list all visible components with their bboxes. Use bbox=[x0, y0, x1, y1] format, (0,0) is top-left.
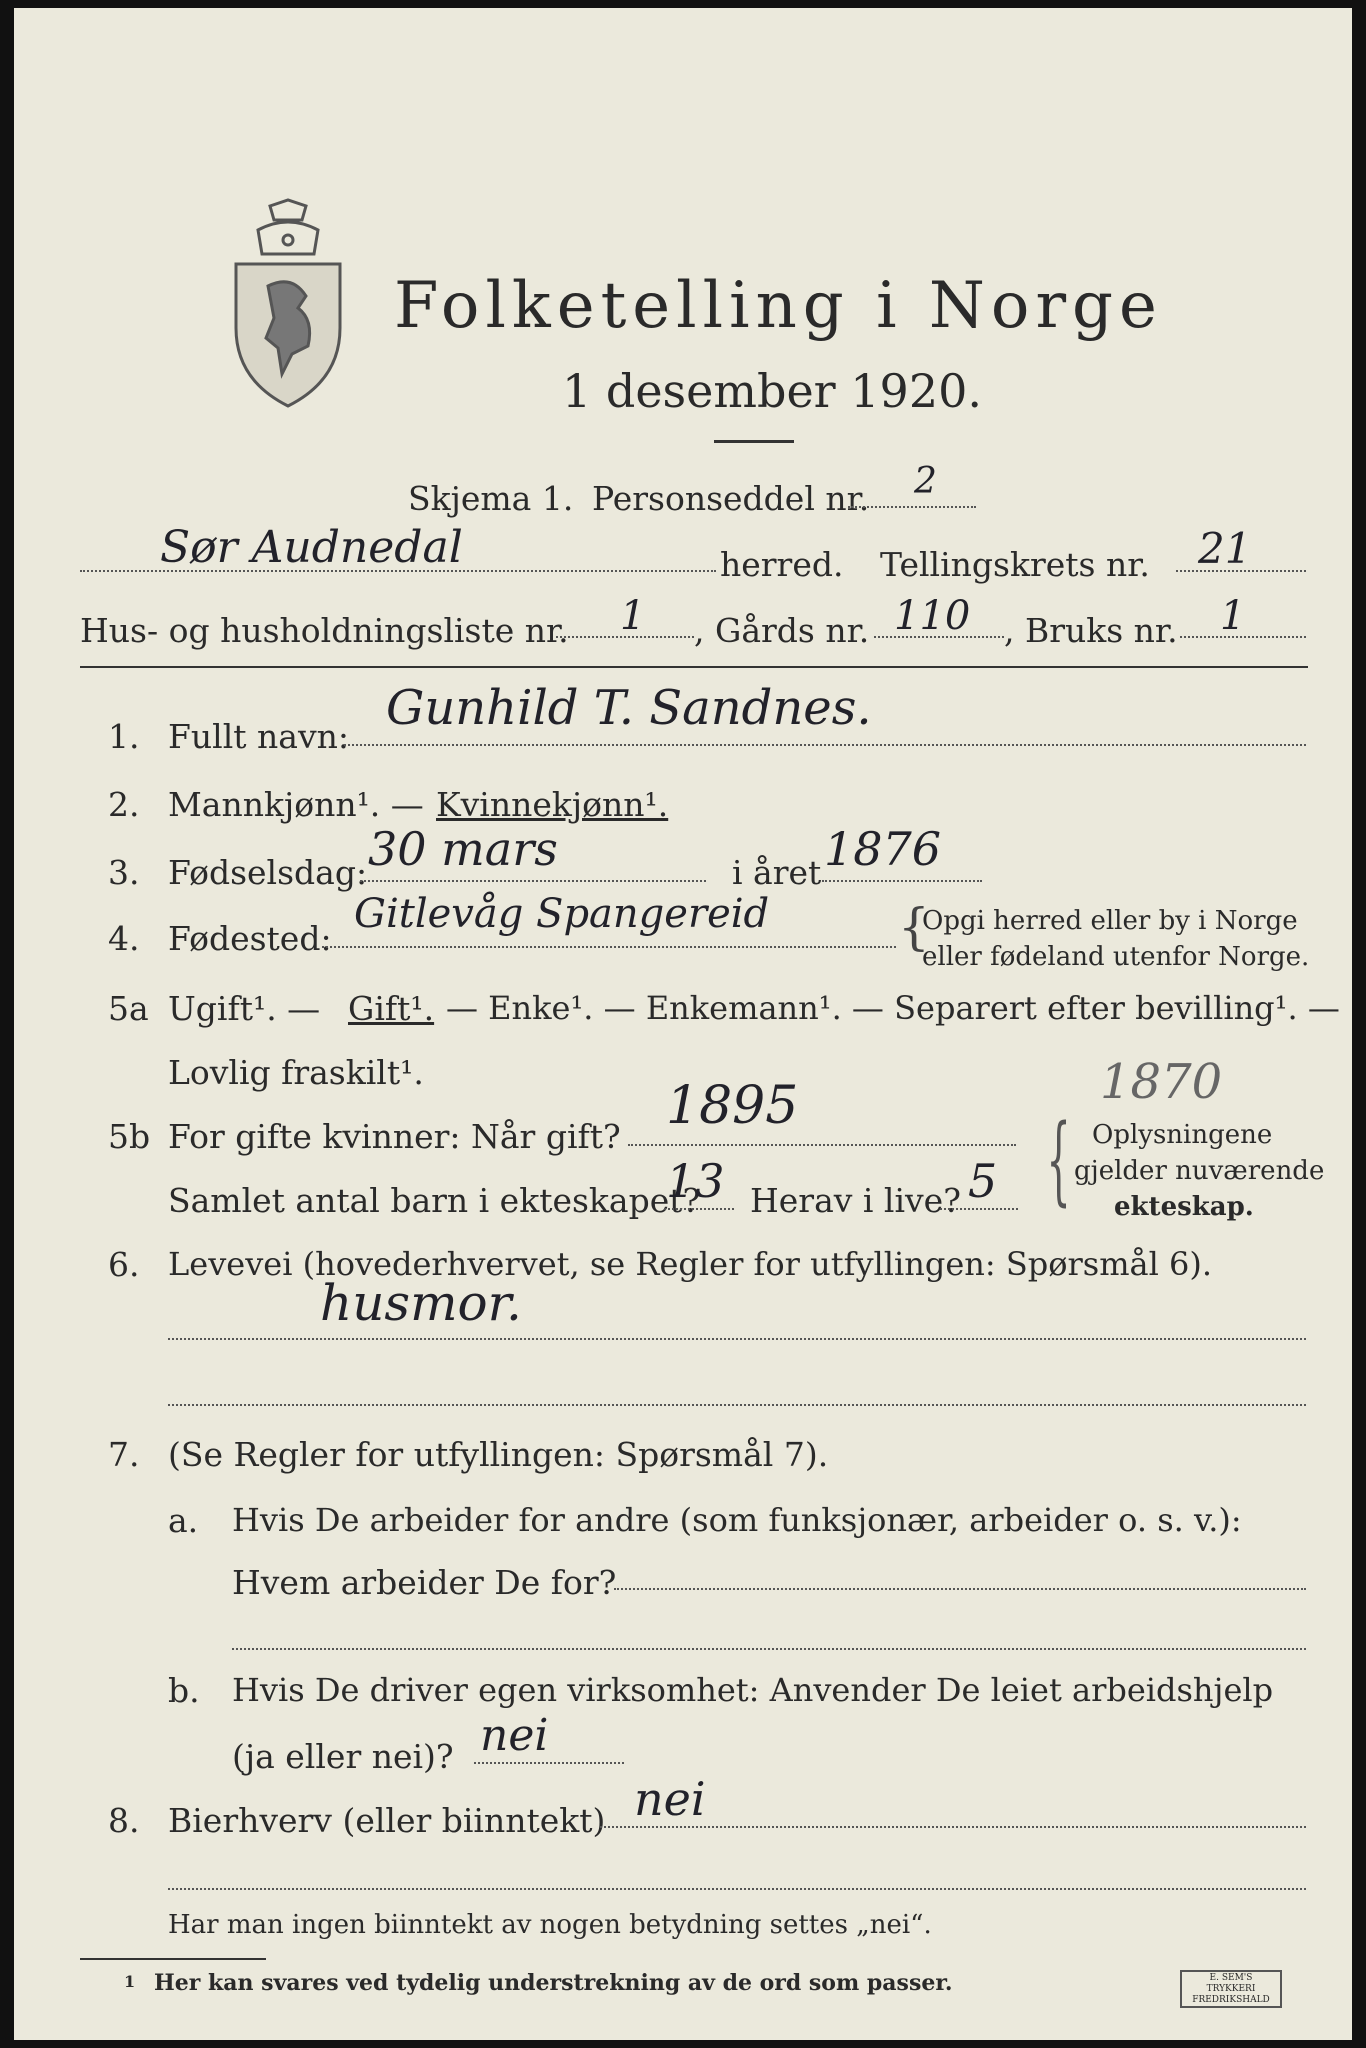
question-5a-number: 5a bbox=[108, 989, 149, 1028]
husholdningsliste-label: Hus- og husholdningsliste nr. bbox=[80, 611, 569, 650]
birthplace-field[interactable] bbox=[322, 946, 896, 948]
herred-value: Sør Audnedal bbox=[160, 522, 463, 573]
children-living-field[interactable] bbox=[940, 1208, 1018, 1210]
census-form-page bbox=[14, 8, 1352, 2040]
question-6-number: 6. bbox=[108, 1245, 140, 1284]
birth-year-field[interactable] bbox=[822, 880, 982, 882]
schema-label: Skjema 1. bbox=[408, 479, 574, 518]
question-7b-letter: b. bbox=[168, 1671, 200, 1710]
page-title: Folketelling i Norge bbox=[394, 269, 1163, 343]
side-income-label: Bierhverv (eller biinntekt) bbox=[168, 1801, 606, 1840]
question-5b-number: 5b bbox=[108, 1117, 151, 1156]
question-1-number: 1. bbox=[108, 717, 140, 756]
married-option-selected[interactable]: Gift¹. bbox=[348, 989, 435, 1028]
full-name-field[interactable] bbox=[344, 744, 1306, 746]
question-3-number: 3. bbox=[108, 853, 140, 892]
birthplace-note-line-2: eller fødeland utenfor Norge. bbox=[922, 942, 1310, 972]
birth-year-label: i året bbox=[732, 853, 822, 892]
margin-note-year: 1870 bbox=[1100, 1054, 1223, 1110]
divorced-option[interactable]: Lovlig fraskilt¹. bbox=[168, 1053, 424, 1092]
personseddel-field[interactable] bbox=[848, 506, 976, 508]
marital-status-other-options[interactable]: — Enke¹. — Enkemann¹. — Separert efter bevilling¹. — bbox=[446, 989, 1340, 1027]
children-total-field[interactable] bbox=[664, 1208, 734, 1210]
printer-stamp: E. SEM'S TRYKKERI FREDRIKSHALD bbox=[1180, 1970, 1282, 2008]
marriage-year-value: 1895 bbox=[666, 1076, 799, 1136]
question-7-number: 7. bbox=[108, 1435, 140, 1474]
tellingskrets-label: Tellingskrets nr. bbox=[880, 545, 1150, 584]
personseddel-label: Personseddel nr. bbox=[592, 479, 870, 518]
employer-label: Hvem arbeider De for? bbox=[232, 1563, 617, 1602]
gards-label: , Gårds nr. bbox=[694, 611, 870, 650]
employer-field-line-2[interactable] bbox=[232, 1648, 1306, 1650]
children-living-label: Herav i live? bbox=[750, 1181, 961, 1220]
bruks-value: 1 bbox=[1220, 593, 1246, 639]
footnote-divider bbox=[80, 1958, 266, 1960]
side-income-value: nei bbox=[634, 1772, 706, 1826]
norwegian-coat-of-arms-icon bbox=[228, 198, 348, 410]
unmarried-option[interactable]: Ugift¹. — bbox=[168, 989, 321, 1028]
question-2-number: 2. bbox=[108, 785, 140, 824]
employer-field[interactable] bbox=[614, 1588, 1306, 1590]
birth-year-value: 1876 bbox=[824, 822, 942, 876]
birthday-field[interactable] bbox=[360, 880, 706, 882]
female-option-selected[interactable]: Kvinnekjønn¹. bbox=[436, 785, 669, 824]
census-date: 1 desember 1920. bbox=[562, 364, 982, 418]
question-7b-label: Hvis De driver egen virksomhet: Anvender De leiet arbeidshjelp bbox=[232, 1671, 1274, 1709]
hired-help-field[interactable] bbox=[474, 1762, 624, 1764]
title-divider bbox=[714, 440, 794, 443]
birthplace-value: Gitlevåg Spangereid bbox=[354, 891, 770, 937]
header-divider bbox=[80, 666, 1308, 668]
husholdningsliste-value: 1 bbox=[620, 593, 646, 639]
hired-help-value: nei bbox=[480, 1710, 549, 1761]
marriage-year-field[interactable] bbox=[628, 1144, 1016, 1146]
birthplace-label: Fødested: bbox=[168, 919, 332, 958]
occupation-value: husmor. bbox=[320, 1274, 522, 1332]
bruks-label: , Bruks nr. bbox=[1004, 611, 1178, 650]
occupation-field-line-2[interactable] bbox=[168, 1404, 1306, 1406]
personseddel-value: 2 bbox=[914, 461, 937, 502]
marriage-note-line-1: Oplysningene bbox=[1092, 1120, 1273, 1150]
question-7a-letter: a. bbox=[168, 1501, 199, 1540]
birthday-value: 30 mars bbox=[368, 822, 558, 876]
full-name-value: Gunhild T. Sandnes. bbox=[386, 680, 872, 736]
birthplace-note-line-1: Opgi herred eller by i Norge bbox=[922, 906, 1298, 936]
side-income-field[interactable] bbox=[600, 1826, 1306, 1828]
birthplace-note-brace: { bbox=[898, 898, 930, 956]
birthday-label: Fødselsdag: bbox=[168, 853, 368, 892]
children-living-value: 5 bbox=[968, 1154, 998, 1208]
hired-help-label: (ja eller nei)? bbox=[232, 1737, 454, 1776]
occupation-field[interactable] bbox=[168, 1338, 1306, 1340]
male-option[interactable]: Mannkjønn¹. — bbox=[168, 785, 424, 824]
marriage-note-line-2: gjelder nuværende bbox=[1074, 1156, 1325, 1186]
footnote-text: Her kan svares ved tydelig understrekning av de ord som passer. bbox=[154, 1970, 953, 1996]
full-name-label: Fullt navn: bbox=[168, 717, 349, 756]
footnote-mark: 1 bbox=[124, 1972, 136, 1991]
marriage-note-line-3: ekteskap. bbox=[1114, 1192, 1254, 1222]
side-income-note: Har man ingen biinntekt av nogen betydning settes „nei“. bbox=[168, 1910, 932, 1940]
question-8-number: 8. bbox=[108, 1801, 140, 1840]
question-7a-label: Hvis De arbeider for andre (som funksjonær, arbeider o. s. v.): bbox=[232, 1501, 1242, 1539]
children-total-value: 13 bbox=[666, 1154, 725, 1208]
children-total-label: Samlet antal barn i ekteskapet? bbox=[168, 1181, 701, 1220]
question-4-number: 4. bbox=[108, 919, 140, 958]
occupation-label: Levevei (hovederhvervet, se Regler for utfyllingen: Spørsmål 6). bbox=[168, 1245, 1213, 1283]
gards-value: 110 bbox=[894, 593, 971, 639]
question-7-label: (Se Regler for utfyllingen: Spørsmål 7). bbox=[168, 1435, 829, 1474]
tellingskrets-value: 21 bbox=[1198, 524, 1252, 573]
herred-label: herred. bbox=[720, 545, 844, 584]
marriage-note-brace: { bbox=[1046, 1104, 1071, 1216]
side-income-field-line-2[interactable] bbox=[168, 1888, 1306, 1890]
marriage-year-label: For gifte kvinner: Når gift? bbox=[168, 1117, 621, 1156]
